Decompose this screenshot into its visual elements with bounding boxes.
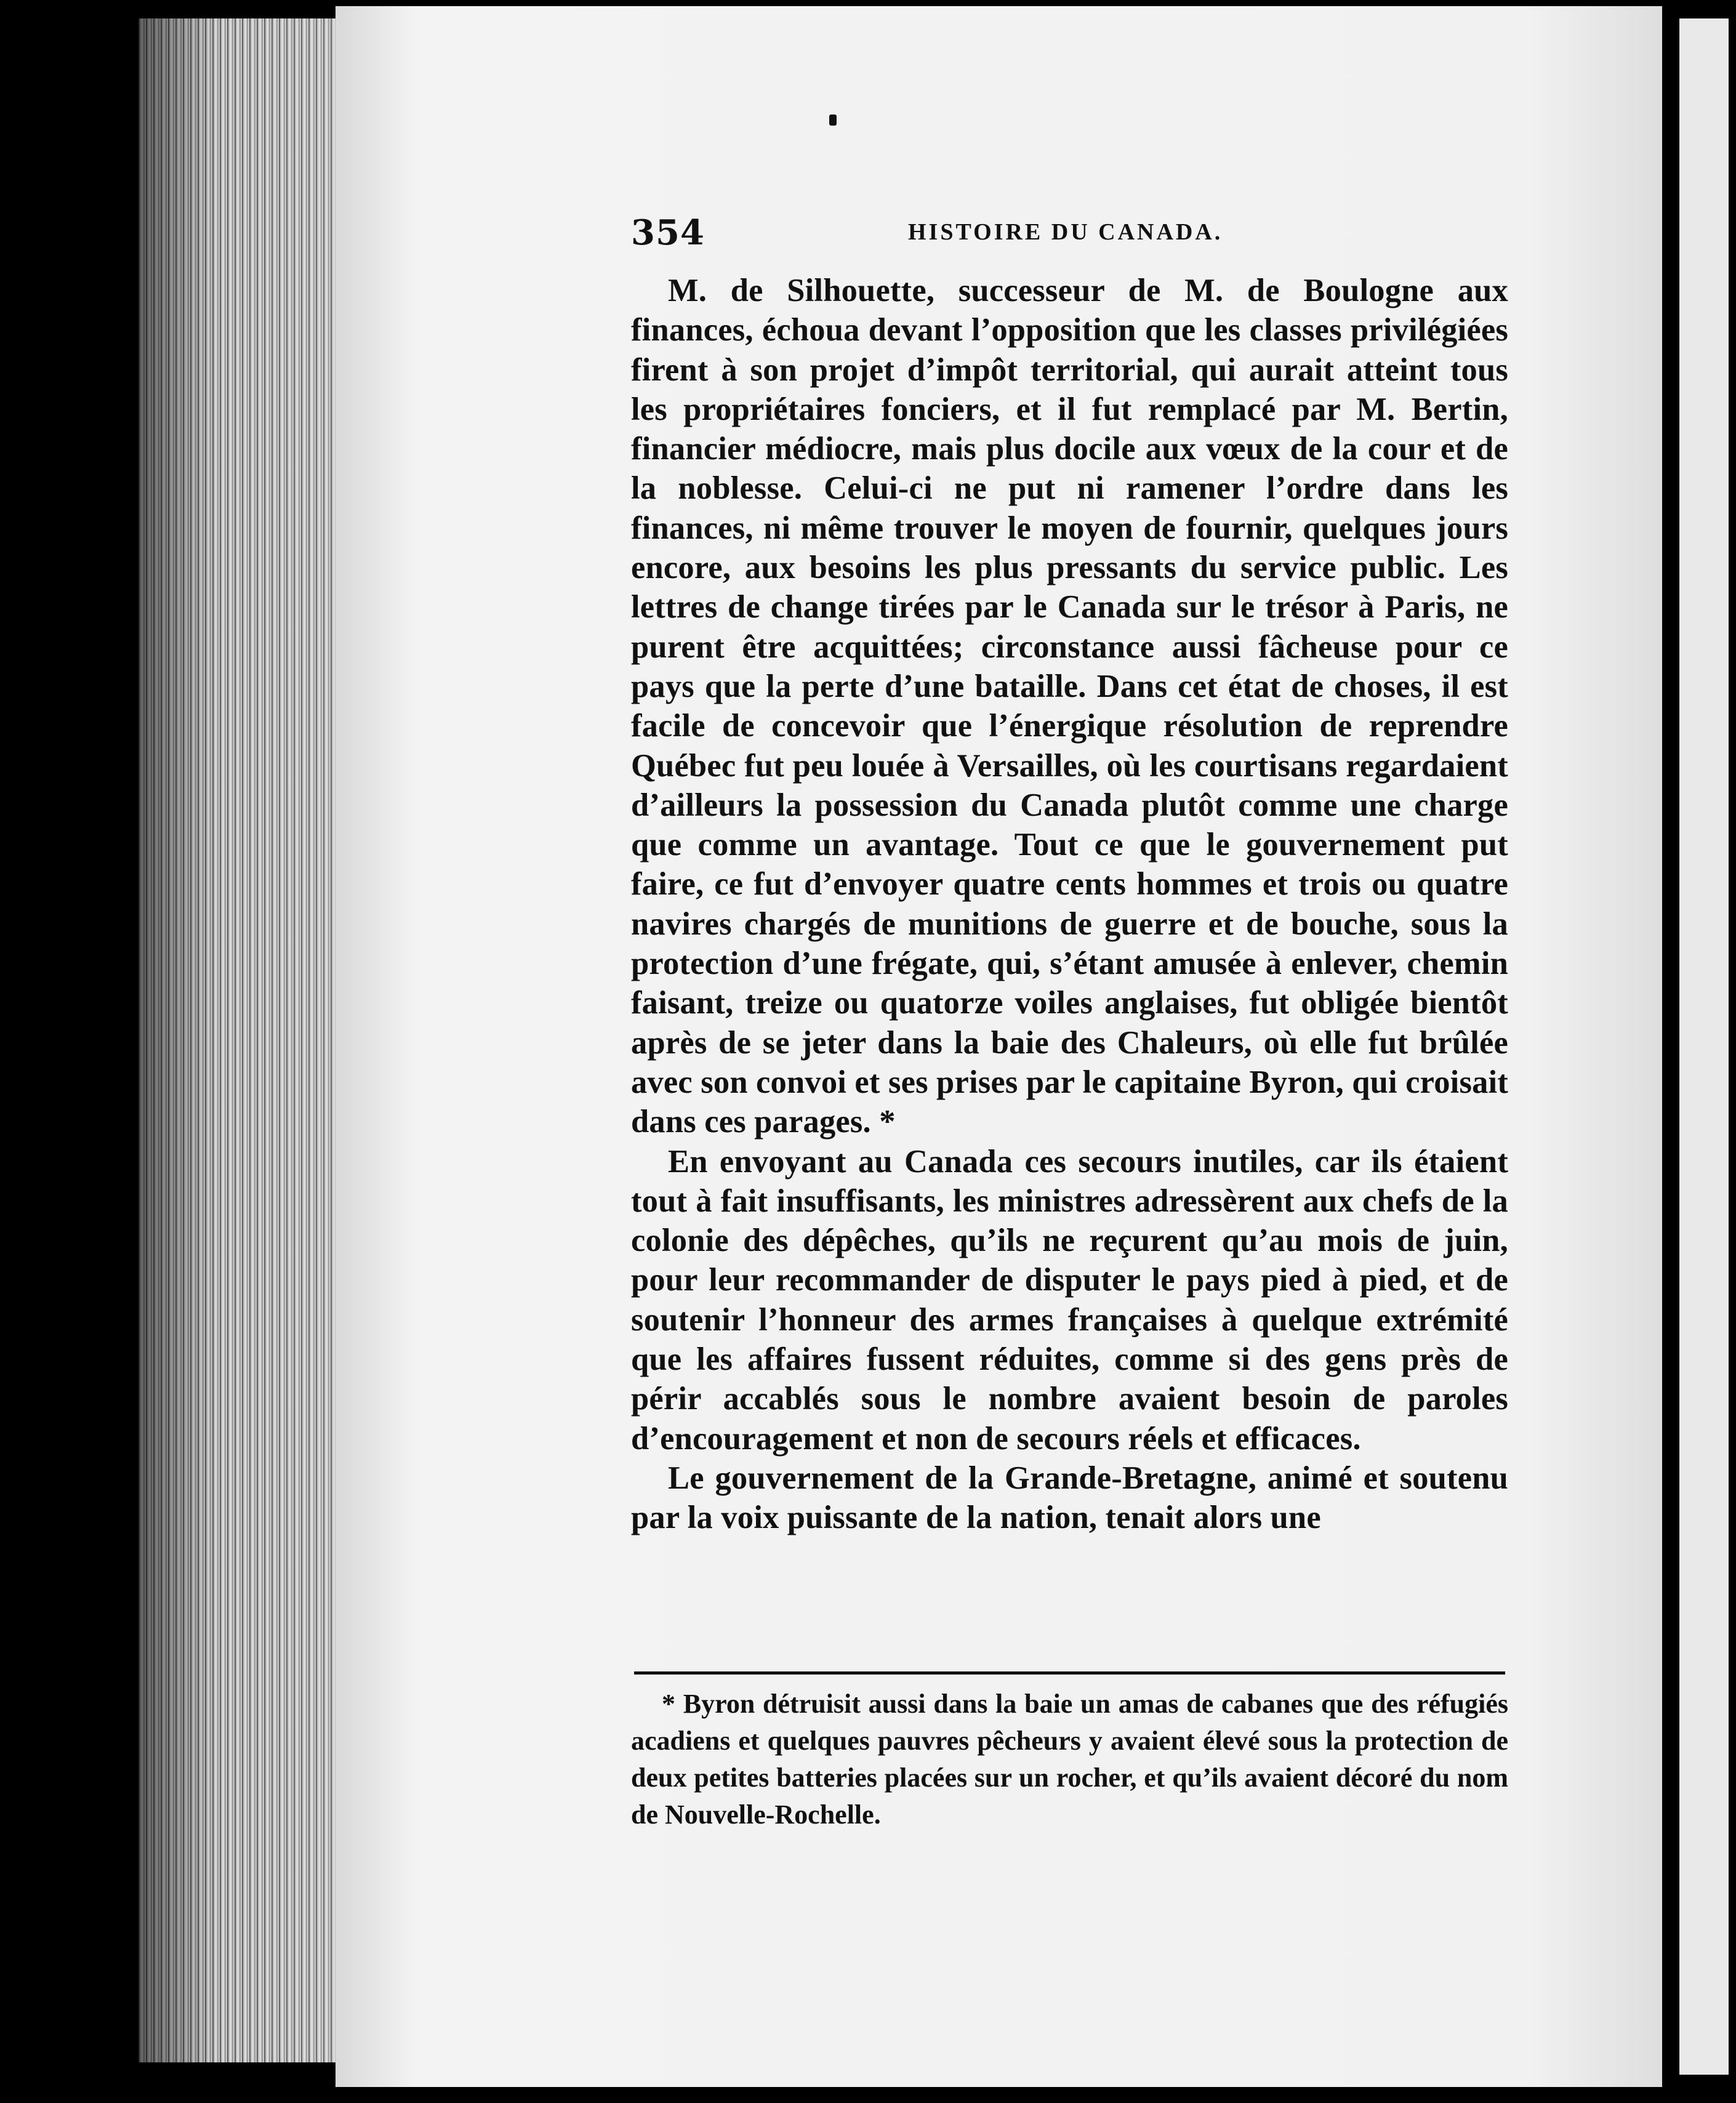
paragraph: M. de Silhouette, successeur de M. de Boulogne aux finances, échoua devant l’opposition que les classes privilégiées firent à son projet d’impôt territorial, qui aurait atteint tous les propriétaires fonciers, et il fut remplacé par M. Bertin, financier médiocre, mais plus docile aux vœux de la cour et de la noblesse. Celui-ci ne put ni ramener l’ordre dans les finances, ni même trouver le moyen de fournir, quelques jours encore, aux besoins les plus pressants du service public. Les lettres de change tirées par le Canada sur le trésor à Paris, ne purent être acquittées; circonstance aussi fâcheuse pour ce pays que la perte d’une bataille. Dans cet état de choses, il est facile de concevoir que l’énergique résolution de reprendre Québec fut peu louée à Versailles, où les courtisans regardaient d’ailleurs la possession du Canada plutôt comme une charge que comme un avantage. Tout ce que le gouvernement put faire, ce fut d’envoyer quatre cents hommes et trois ou quatre navires chargés de munitions de guerre et de bouche, sous la protection d’une frégate, qui, s’étant amusée à enlever, chemin faisant, treize ou quatorze voiles anglaises, fut obligée bientôt après de se jeter dans la baie des Chaleurs, où elle fut brûlée avec son convoi et ses prises par le capitaine Byron, qui croisait dans ces parages. * [631, 273, 1508, 1140]
page-number: 354 [631, 212, 705, 253]
body-text [631, 271, 1508, 1538]
footnote [631, 1686, 1508, 1833]
paragraph: En envoyant au Canada ces secours inutiles, car ils étaient tout à fait insuffisants, les ministres adressèrent aux chefs de la colonie des dépêches, qu’ils ne reçurent qu’au mois de juin, pour leur recommander de disputer le pays pied à pied, et de soutenir l’honneur des armes françaises à quelque extrémité que les affaires fussent réduites, comme si des gens près de périr accablés sous le nombre avaient besoin de paroles d’encouragement et non de secours réels et efficaces. [631, 1143, 1508, 1457]
next-page-edge [1673, 18, 1729, 2075]
footnote-text: * Byron détruisit aussi dans la baie un amas de cabanes que des réfugiés acadiens et quelques pauvres pêcheurs y avaient élevé sous la protection de deux petites batteries placées sur un rocher, et qu’ils avaient décoré du nom de Nouvelle-Rochelle. [631, 1689, 1508, 1830]
page-header [631, 212, 1234, 255]
ink-mark [829, 115, 837, 126]
page-edges-stack [139, 18, 336, 2062]
running-head: HISTOIRE DU CANADA. [908, 219, 1223, 245]
footnote-divider [634, 1671, 1505, 1675]
paragraph: Le gouvernement de la Grande-Bretagne, animé et soutenu par la voix puissante de la nation, tenait alors une [631, 1460, 1508, 1536]
